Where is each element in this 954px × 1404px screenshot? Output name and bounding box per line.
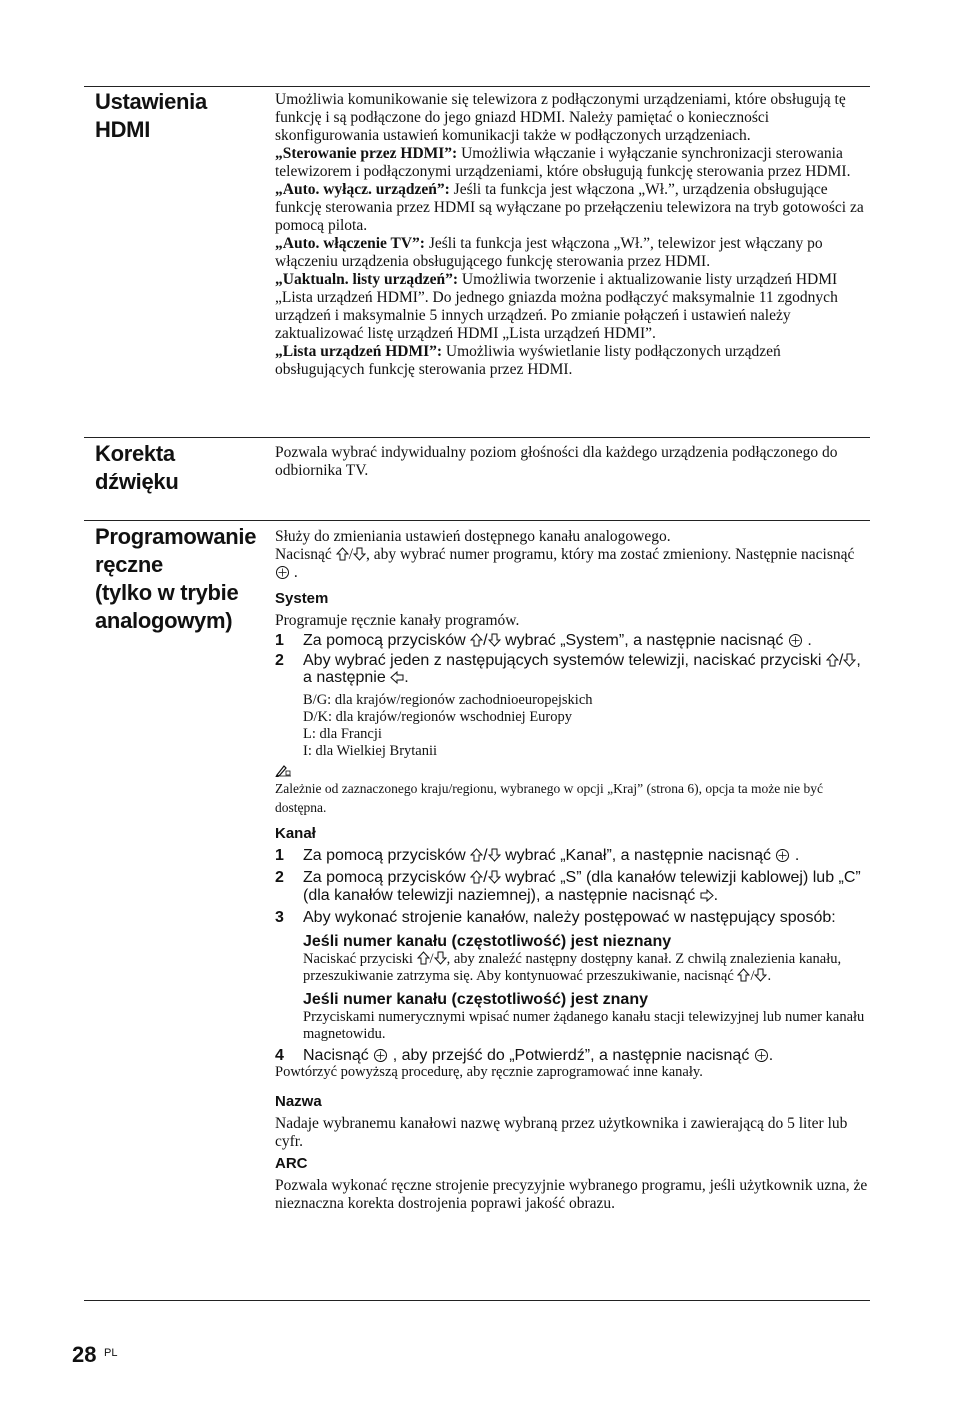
name-heading: Nazwa xyxy=(275,1093,322,1110)
step-text: Aby wykonać strojenie kanałów, należy postępować w następujący sposób: xyxy=(303,909,836,926)
manual-intro: Służy do zmieniania ustawień dostępnego kanału analogowego. xyxy=(275,528,671,545)
note-pencil-icon xyxy=(275,763,869,779)
hdmi-item xyxy=(275,235,869,271)
hdmi-intro: Umożliwia komunikowanie się telewizora z podłączonymi urządzeniami, które obsługują tę funkcję i są podłączone do jego gniazd HDMI. Należy pamiętać o konieczności skonfigurowania ustawień komunikacji także w podłączonych urządzeniach. xyxy=(275,91,846,144)
channel-step-1 xyxy=(275,847,869,865)
title-line: analogowym) xyxy=(95,608,233,633)
system-option: D/K: dla krajów/regionów wschodniej Europy xyxy=(303,708,573,725)
title-line: Ustawienia xyxy=(95,89,207,114)
text: Aby wybrać jeden z następujących systemów telewizji, naciskać przyciski xyxy=(303,651,826,669)
text: . xyxy=(794,846,800,864)
text: . xyxy=(293,564,298,581)
hdmi-item xyxy=(275,145,869,181)
up-down-arrow-icon: / xyxy=(826,652,856,669)
title-line: (tylko w trybie xyxy=(95,580,239,605)
hdmi-item xyxy=(275,181,869,235)
text: . xyxy=(713,886,719,904)
text: . xyxy=(807,632,812,649)
divider-2 xyxy=(84,520,870,521)
hdmi-item-term: „Auto. wyłącz. urządzeń”: xyxy=(275,181,450,198)
step-number: 2 xyxy=(275,651,284,669)
text: Nacisnąć xyxy=(275,546,336,563)
section-title-hdmi xyxy=(95,88,207,144)
title-line: Korekta xyxy=(95,441,175,466)
text: . xyxy=(404,669,409,686)
system-option: B/G: dla krajów/regionów zachodnioeuropejskich xyxy=(303,691,593,708)
hdmi-item-desc: Umożliwia wyświetlanie listy podłączonych urządzeń obsługujących funkcję sterowania przez HDMI. xyxy=(275,343,781,378)
up-down-arrow-icon: / xyxy=(470,869,500,886)
hdmi-item-desc: Jeśli ta funkcja jest włączona „Wł.”, urządzenia obsługujące funkcję sterowania przez HDMI są wyłączane po przełączeniu telewizora na tryb gotowości za pomocą pilota. xyxy=(275,181,864,234)
step-number: 1 xyxy=(275,846,284,864)
page-number: 28 xyxy=(72,1342,97,1367)
system-desc: Programuje ręcznie kanały programów. xyxy=(275,612,520,629)
unknown-channel-heading: Jeśli numer kanału (częstotliwość) jest nieznany xyxy=(303,932,672,950)
hdmi-item xyxy=(275,271,869,343)
hdmi-item-term: „Sterowanie przez HDMI”: xyxy=(275,145,458,162)
hdmi-item xyxy=(275,343,869,379)
step-number: 3 xyxy=(275,909,284,926)
step-text xyxy=(303,847,869,865)
text: , a następnie xyxy=(303,651,861,686)
up-down-arrow-icon: / xyxy=(470,847,500,864)
enter-button-icon xyxy=(788,632,803,649)
enter-button-icon xyxy=(754,1047,769,1064)
text: , aby znaleźć następny dostępny kanał. Z chwilą znalezienia kanału, przeszukiwanie zatrzyma się. Aby kontynuować przeszukiwanie, nacisnąć xyxy=(303,950,842,984)
step-number: 2 xyxy=(275,869,284,886)
divider-1 xyxy=(84,437,870,438)
text: wybrać „System”, a następnie nacisnąć xyxy=(500,632,788,649)
enter-button-icon xyxy=(775,847,790,864)
text: Za pomocą przycisków xyxy=(303,869,471,886)
system-step-1 xyxy=(275,632,869,650)
title-line: Programowanie xyxy=(95,524,257,549)
text: Naciskać przyciski xyxy=(303,950,417,967)
top-divider xyxy=(84,86,870,87)
hdmi-item-term: „Lista urządzeń HDMI”: xyxy=(275,343,443,360)
language-code: PL xyxy=(104,1347,118,1359)
known-channel-heading: Jeśli numer kanału (częstotliwość) jest znany xyxy=(303,990,648,1008)
text: . xyxy=(768,1046,774,1064)
text: wybrać „Kanał”, a następnie nacisnąć xyxy=(500,846,776,864)
channel-step-2 xyxy=(275,869,869,904)
enter-button-icon xyxy=(275,564,290,581)
step-text xyxy=(303,1047,869,1065)
title-line: HDMI xyxy=(95,117,151,142)
channel-step-4 xyxy=(275,1047,869,1065)
up-down-arrow-icon: / xyxy=(737,968,767,984)
step-text xyxy=(303,652,869,687)
text: , aby wybrać numer programu, który ma zostać zmieniony. Następnie nacisnąć xyxy=(366,546,855,563)
text: Za pomocą przycisków xyxy=(303,846,471,864)
channel-heading: Kanał xyxy=(275,824,316,842)
left-arrow-icon xyxy=(390,669,404,686)
step-text xyxy=(303,632,869,650)
hdmi-item-term: „Uaktualn. listy urządzeń”: xyxy=(275,271,458,288)
enter-button-icon xyxy=(373,1047,388,1064)
system-step-2 xyxy=(275,652,869,687)
system-options xyxy=(303,692,869,760)
arc-heading: ARC xyxy=(275,1155,308,1172)
text: Za pomocą przycisków xyxy=(303,632,471,649)
hdmi-item-desc: Jeśli ta funkcja jest włączona „Wł.”, telewizor jest włączany po włączeniu urządzenia obsługującego funkcję sterowania przez HDMI. xyxy=(275,235,823,270)
system-heading: System xyxy=(275,590,329,607)
unknown-channel-text xyxy=(303,951,869,985)
up-down-arrow-icon: / xyxy=(417,951,447,967)
system-option: L: dla Francji xyxy=(303,725,382,742)
manual-intro-2 xyxy=(275,546,869,582)
name-desc: Nadaje wybranemu kanałowi nazwę wybraną przez użytkownika i zawierającą do 5 liter lub cyfr. xyxy=(275,1115,848,1150)
section-body-sound: Pozwala wybrać indywidualny poziom głośności dla każdego urządzenia podłączonego do odbiornika TV. xyxy=(275,444,838,479)
step-text xyxy=(303,869,869,904)
up-down-arrow-icon: / xyxy=(336,546,366,563)
up-down-arrow-icon: / xyxy=(470,632,500,649)
section-body-manual xyxy=(275,528,869,1213)
step-number: 1 xyxy=(275,632,284,649)
section-title-manual xyxy=(95,523,256,635)
known-channel-text: Przyciskami numerycznymi wpisać numer żądanego kanału stacji telewizyjnej lub numer kanału magnetowidu. xyxy=(303,1008,865,1042)
arc-desc: Pozwala wykonać ręczne strojenie precyzyjnie wybranego programu, jeśli użytkownik uzna, że nieznaczna korekta dostrojenia poprawi jakość obrazu. xyxy=(275,1177,868,1212)
text: , aby przejść do „Potwierdź”, a następnie nacisnąć xyxy=(392,1046,754,1064)
channel-step-3 xyxy=(275,909,869,927)
bottom-divider xyxy=(84,1300,870,1301)
text: Nacisnąć xyxy=(303,1046,374,1064)
title-line: ręczne xyxy=(95,552,163,577)
hdmi-item-desc: Umożliwia tworzenie i aktualizowanie listy urządzeń HDMI „Lista urządzeń HDMI”. Do jednego gniazda można podłączyć maksymalnie 11 zgodnych urządzeń i maksymalnie 5 innych urządzeń. Po zmianie połączeń i ustawień należy zaktualizować listę urządzeń HDMI „Lista urządzeń HDMI”. xyxy=(275,271,838,342)
section-title-sound xyxy=(95,440,178,496)
text: wybrać „S” (dla kanałów telewizji kablowej) lub „C” (dla kanałów telewizji naziemnej), a następnie nacisnąć xyxy=(303,869,861,904)
hdmi-item-desc: Umożliwia włączanie i wyłączanie synchronizacji sterowania telewizorem i podłączonymi urządzeniami, które obsługują funkcję sterowania przez HDMI. xyxy=(275,145,851,180)
section-body-hdmi xyxy=(275,91,869,379)
system-option: I: dla Wielkiej Brytanii xyxy=(303,742,438,759)
channel-repeat-text: Powtórzyć powyższą procedurę, aby ręcznie zaprogramować inne kanały. xyxy=(275,1064,703,1080)
step-number: 4 xyxy=(275,1046,284,1064)
hdmi-item-term: „Auto. włączenie TV”: xyxy=(275,235,425,252)
system-note: Zależnie od zaznaczonego kraju/regionu, wybranego w opcji „Kraj” (strona 6), opcja ta może nie być dostępna. xyxy=(275,780,824,815)
text: . xyxy=(767,967,772,984)
right-arrow-icon xyxy=(700,887,714,904)
title-line: dźwięku xyxy=(95,469,179,494)
